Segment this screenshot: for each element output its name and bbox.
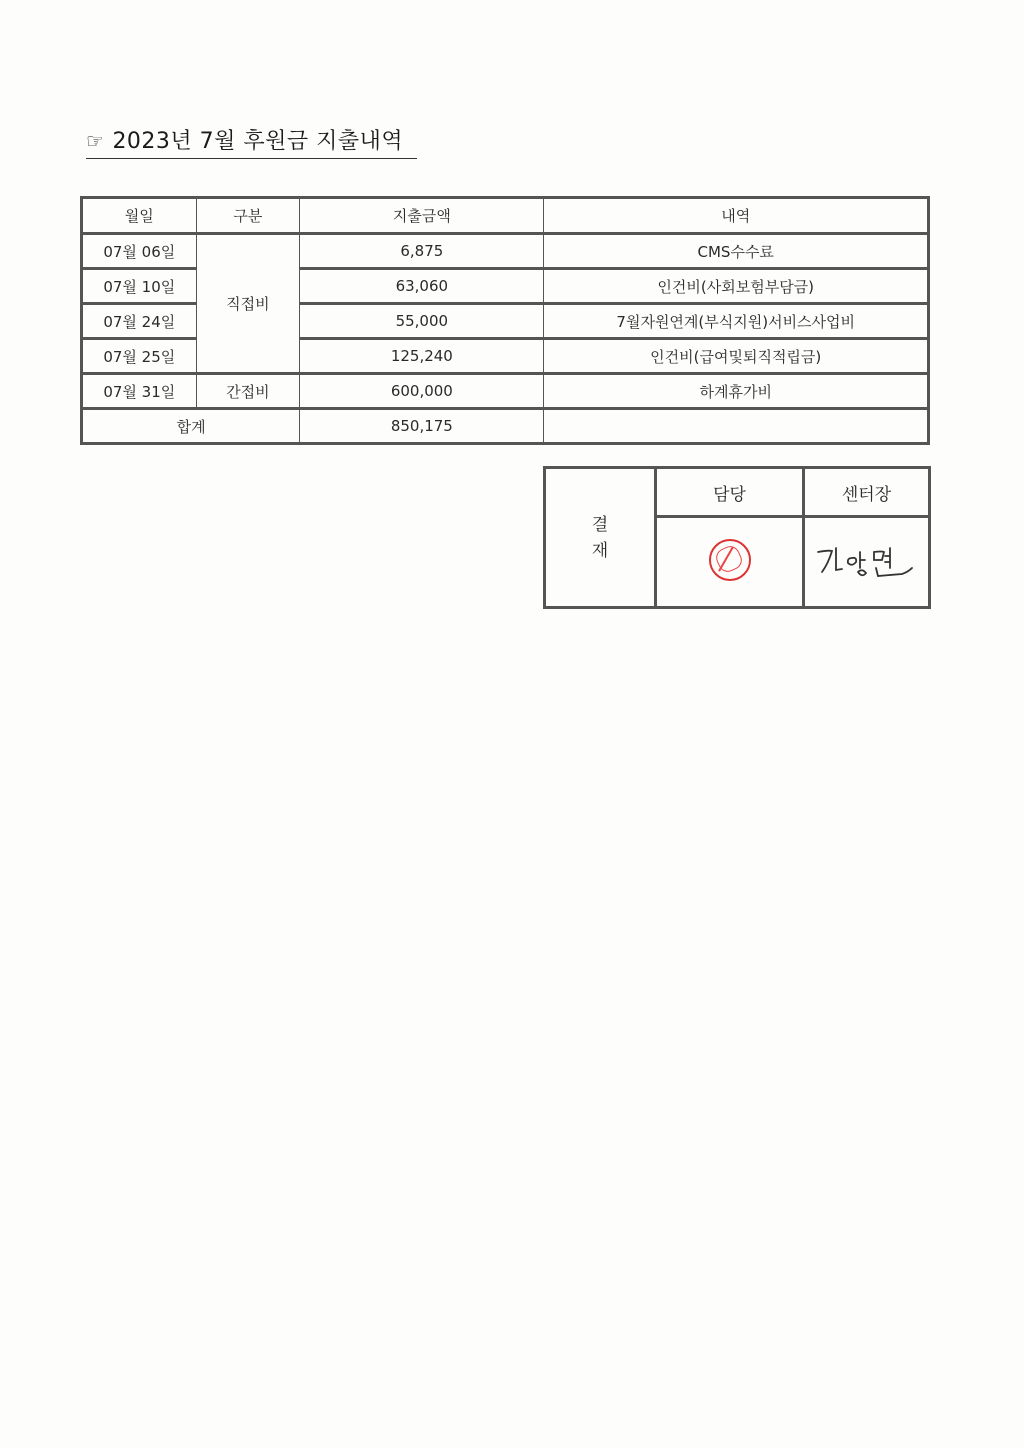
seal-stamp-icon	[709, 539, 751, 581]
page-title	[86, 124, 417, 159]
cell-detail: 인건비(사회보험부담금)	[544, 269, 929, 304]
total-amount: 850,175	[300, 409, 544, 444]
cell-date: 07월 24일	[82, 304, 197, 339]
approval-box	[543, 466, 931, 609]
header-amount: 지출금액	[300, 198, 544, 234]
title-text: 2023년 7월 후원금 지출내역	[112, 129, 404, 154]
cell-detail: 인건비(급여및퇴직적립금)	[544, 339, 929, 374]
cell-date: 07월 06일	[82, 234, 197, 269]
cell-amount: 6,875	[300, 234, 544, 269]
total-empty-cell	[544, 409, 929, 444]
header-detail: 내역	[544, 198, 929, 234]
cell-category-direct: 직접비	[196, 234, 300, 374]
approval-label	[545, 468, 656, 608]
staff-stamp-cell	[656, 517, 804, 608]
signature	[812, 538, 922, 582]
approval-header-director: 센터장	[804, 468, 930, 517]
cell-amount: 600,000	[300, 374, 544, 409]
total-label: 합계	[82, 409, 300, 444]
table-row	[82, 234, 929, 269]
pointing-hand-icon: ☞	[86, 129, 105, 153]
cell-amount: 125,240	[300, 339, 544, 374]
table-row	[82, 374, 929, 409]
cell-detail: CMS수수료	[544, 234, 929, 269]
cell-date: 07월 10일	[82, 269, 197, 304]
expense-table	[80, 196, 930, 445]
approval-label-line2: 재	[591, 540, 609, 561]
cell-date: 07월 31일	[82, 374, 197, 409]
cell-date: 07월 25일	[82, 339, 197, 374]
cell-detail: 7월자원연계(부식지원)서비스사업비	[544, 304, 929, 339]
header-date: 월일	[82, 198, 197, 234]
header-category: 구분	[196, 198, 300, 234]
approval-label-line1: 결	[591, 514, 609, 535]
cell-amount: 55,000	[300, 304, 544, 339]
table-header-row	[82, 198, 929, 234]
cell-category-indirect: 간접비	[196, 374, 300, 409]
cell-detail: 하계휴가비	[544, 374, 929, 409]
director-signature-cell	[804, 517, 930, 608]
approval-header-staff: 담당	[656, 468, 804, 517]
total-row	[82, 409, 929, 444]
cell-amount: 63,060	[300, 269, 544, 304]
